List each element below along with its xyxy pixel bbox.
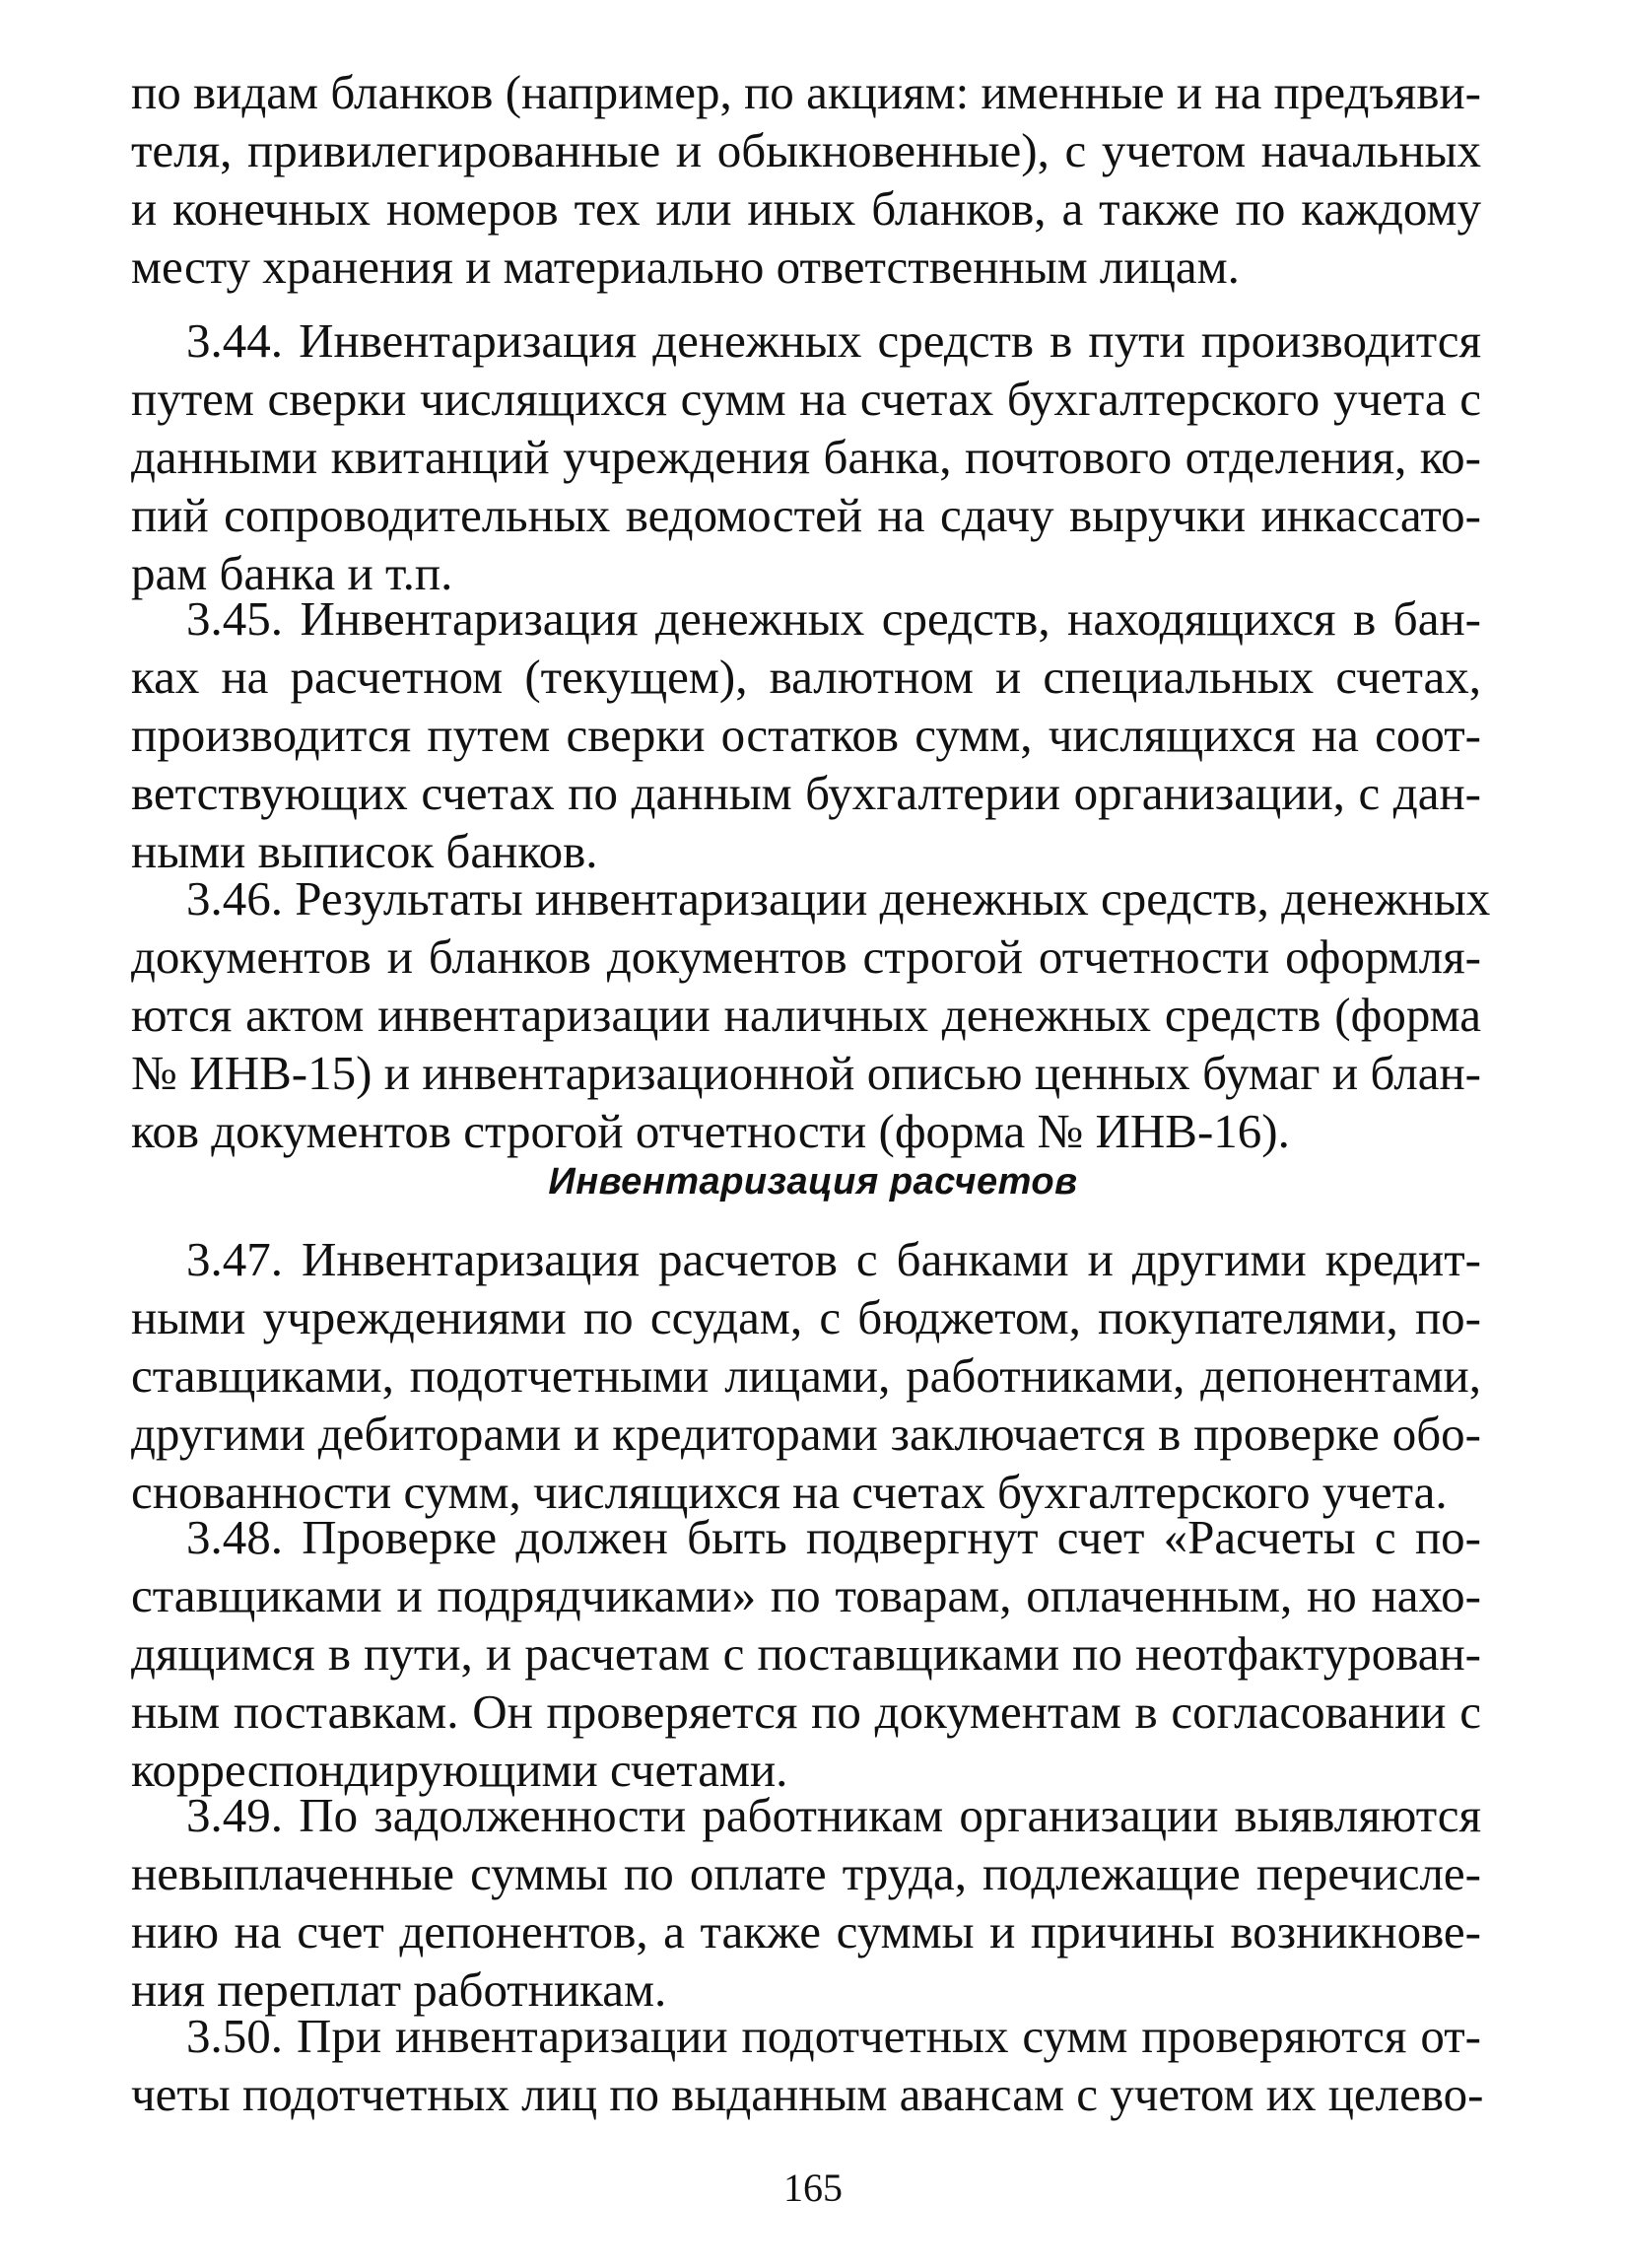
text-line: невыплаченные суммы по оплате труда, подлежащие перечисле- xyxy=(131,1846,1481,1901)
section-heading: Инвентаризация расчетов xyxy=(548,1161,1078,1203)
text-line: пий сопроводительных ведомостей на сдачу выручки инкассато- xyxy=(131,488,1481,543)
text-line: корреспондирующими счетами. xyxy=(131,1743,788,1798)
text-line: ветствующих счетах по данным бухгалтерии организации, с дан- xyxy=(131,766,1481,821)
text-line: ках на расчетном (текущем), валютном и специальных счетах, xyxy=(131,650,1481,705)
paragraph-3-46 xyxy=(131,869,1491,1160)
text-line: нию на счет депонентов, а также суммы и причины возникнове- xyxy=(131,1904,1481,1959)
text-line: четы подотчетных лиц по выданным авансам с учетом их целево- xyxy=(131,2067,1484,2122)
paragraph-3-50 xyxy=(131,2007,1484,2123)
text-line: ния переплат работникам. xyxy=(131,1962,667,2018)
paragraph-3-45 xyxy=(131,589,1481,880)
text-line: рам банка и т.п. xyxy=(131,546,453,601)
text-line: дящимся в пути, и расчетам с поставщиками по неотфактурован- xyxy=(131,1626,1481,1682)
text-line: по видам бланков (например, по акциям: именные и на предъяви- xyxy=(131,65,1481,119)
page-number: 165 xyxy=(783,2165,843,2210)
text-line: ным поставкам. Он проверяется по документам в согласовании с xyxy=(131,1684,1481,1740)
text-line: 3.46. Результаты инвентаризации денежных средств, денежных xyxy=(186,871,1491,926)
text-line: путем сверки числящихся сумм на счетах бухгалтерского учета с xyxy=(131,372,1481,427)
text-line: 3.48. Проверке должен быть подвергнут счет «Расчеты с по- xyxy=(186,1510,1481,1564)
text-line: снованности сумм, числящихся на счетах бухгалтерского учета. xyxy=(131,1465,1448,1520)
paragraph-3-49 xyxy=(131,1786,1481,2019)
text-line: ставщиками и подрядчиками» по товарам, оплаченным, но нахо- xyxy=(131,1568,1481,1623)
text-line: другими дебиторами и кредиторами заключается в проверке обо- xyxy=(131,1407,1481,1462)
text-line: данными квитанций учреждения банка, почтового отделения, ко- xyxy=(131,430,1481,485)
text-line: и конечных номеров тех или иных бланков, а также по каждому xyxy=(131,181,1481,237)
text-line: документов и бланков документов строгой отчетности оформля- xyxy=(131,929,1481,985)
text-line: производится путем сверки остатков сумм, числящихся на соот- xyxy=(131,708,1481,763)
paragraph-3-47 xyxy=(131,1230,1481,1521)
text-line: 3.49. По задолженности работникам организации выявляются xyxy=(186,1788,1481,1842)
text-line: теля, привилегированные и обыкновенные), с учетом начальных xyxy=(131,123,1481,178)
text-line: ными учреждениями по ссудам, с бюджетом, покупателями, по- xyxy=(131,1290,1481,1345)
text-line: № ИНВ-15) и инвентаризационной описью ценных бумаг и блан- xyxy=(131,1046,1481,1101)
text-line: месту хранения и материально ответственным лицам. xyxy=(131,240,1240,295)
text-line: 3.47. Инвентаризация расчетов с банками и другими кредит- xyxy=(186,1232,1481,1286)
text-line: ставщиками, подотчетными лицами, работниками, депонентами, xyxy=(131,1348,1481,1404)
text-line: 3.44. Инвентаризация денежных средств в пути производится xyxy=(186,313,1481,368)
text-line: ков документов строгой отчетности (форма № ИНВ-16). xyxy=(131,1104,1290,1159)
text-line: ются актом инвентаризации наличных денежных средств (форма xyxy=(131,988,1481,1043)
paragraph-3-44 xyxy=(131,311,1481,602)
paragraph-3-48 xyxy=(131,1508,1481,1799)
text-line: ными выписок банков. xyxy=(131,824,598,879)
text-line: 3.45. Инвентаризация денежных средств, находящихся в бан- xyxy=(186,591,1481,646)
text-line: 3.50. При инвентаризации подотчетных сумм проверяются от- xyxy=(186,2009,1481,2063)
paragraph-continuation xyxy=(131,63,1481,296)
